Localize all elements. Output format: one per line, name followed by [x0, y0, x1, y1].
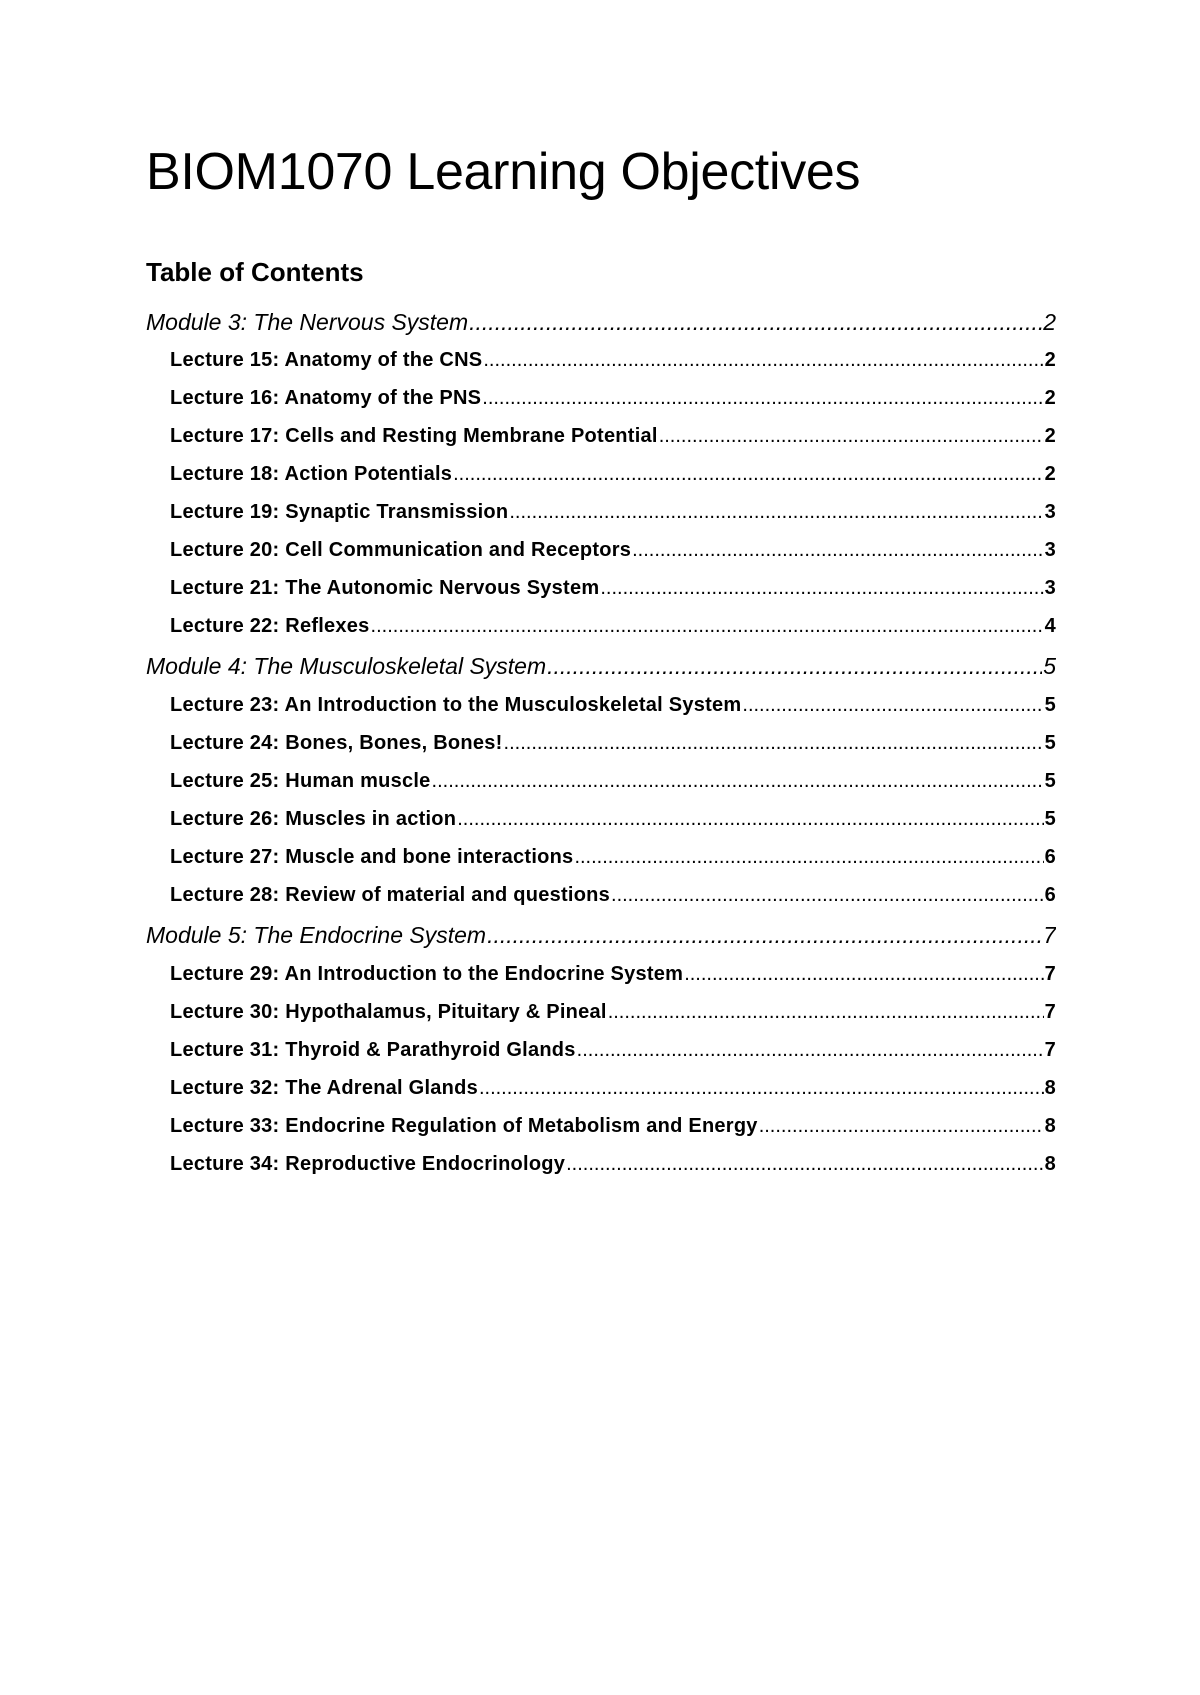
toc-page-number: 3	[1044, 539, 1056, 561]
toc-entry-title: Lecture 21: The Autonomic Nervous System	[170, 577, 600, 599]
toc-lecture-entry[interactable]	[170, 383, 1056, 413]
toc-entry-title: Lecture 15: Anatomy of the CNS	[170, 349, 483, 371]
toc-dot-leader	[504, 728, 1044, 758]
toc-dot-leader	[684, 959, 1043, 989]
toc-dot-leader	[574, 842, 1043, 872]
toc-page-number: 2	[1044, 349, 1056, 371]
toc-lecture-entry[interactable]	[170, 728, 1056, 758]
toc-lecture-entry[interactable]	[170, 959, 1056, 989]
toc-entry-title: Lecture 30: Hypothalamus, Pituitary & Pineal	[170, 1001, 607, 1023]
toc-dot-leader	[483, 345, 1043, 375]
toc-dot-leader	[547, 651, 1042, 681]
toc-entry-title: Module 5: The Endocrine System	[146, 922, 487, 948]
toc-dot-leader	[759, 1111, 1044, 1141]
toc-lecture-entry[interactable]	[170, 804, 1056, 834]
toc-lecture-entry[interactable]	[170, 611, 1056, 641]
toc-entry-title: Lecture 19: Synaptic Transmission	[170, 501, 509, 523]
toc-dot-leader	[632, 535, 1044, 565]
toc-dot-leader	[659, 421, 1044, 451]
toc-dot-leader	[469, 307, 1042, 337]
toc-lecture-entry[interactable]	[170, 690, 1056, 720]
toc-dot-leader	[742, 690, 1043, 720]
toc-lecture-entry[interactable]	[170, 497, 1056, 527]
toc-page-number: 7	[1043, 922, 1056, 948]
toc-page-number: 3	[1044, 577, 1056, 599]
toc-page-number: 4	[1044, 615, 1056, 637]
toc-page-number: 6	[1044, 846, 1056, 868]
toc-page-number: 7	[1044, 963, 1056, 985]
toc-dot-leader	[479, 1073, 1044, 1103]
toc-module-entry[interactable]	[146, 307, 1056, 337]
toc-entry-title: Module 3: The Nervous System	[146, 309, 469, 335]
toc-entry-title: Lecture 33: Endocrine Regulation of Metabolism and Energy	[170, 1115, 758, 1137]
toc-page-number: 8	[1044, 1115, 1056, 1137]
toc-entry-title: Lecture 26: Muscles in action	[170, 808, 457, 830]
toc-dot-leader	[457, 804, 1043, 834]
toc-entry-title: Lecture 24: Bones, Bones, Bones!	[170, 732, 503, 754]
toc-dot-leader	[487, 920, 1042, 950]
toc-lecture-entry[interactable]	[170, 997, 1056, 1027]
toc-page-number: 2	[1044, 463, 1056, 485]
toc-entry-title: Lecture 20: Cell Communication and Receptors	[170, 539, 632, 561]
toc-entry-title: Module 4: The Musculoskeletal System	[146, 653, 547, 679]
toc-dot-leader	[566, 1149, 1044, 1179]
toc-module-entry[interactable]	[146, 651, 1056, 681]
toc-entry-title: Lecture 23: An Introduction to the Musculoskeletal System	[170, 694, 742, 716]
toc-dot-leader	[453, 459, 1044, 489]
toc-entry-title: Lecture 17: Cells and Resting Membrane Potential	[170, 425, 658, 447]
toc-lecture-entry[interactable]	[170, 459, 1056, 489]
toc-page-number: 5	[1044, 770, 1056, 792]
toc-lecture-entry[interactable]	[170, 880, 1056, 910]
toc-lecture-entry[interactable]	[170, 766, 1056, 796]
toc-page-number: 8	[1044, 1077, 1056, 1099]
toc-page-number: 7	[1044, 1039, 1056, 1061]
toc-entry-title: Lecture 34: Reproductive Endocrinology	[170, 1153, 566, 1175]
toc-page-number: 7	[1044, 1001, 1056, 1023]
toc-entry-title: Lecture 28: Review of material and questions	[170, 884, 611, 906]
toc-lecture-entry[interactable]	[170, 421, 1056, 451]
document-title: BIOM1070 Learning Objectives	[146, 143, 861, 201]
toc-dot-leader	[611, 880, 1044, 910]
toc-lecture-entry[interactable]	[170, 842, 1056, 872]
toc-entry-title: Lecture 29: An Introduction to the Endocrine System	[170, 963, 684, 985]
toc-entry-title: Lecture 18: Action Potentials	[170, 463, 453, 485]
toc-dot-leader	[600, 573, 1043, 603]
toc-dot-leader	[371, 611, 1044, 641]
toc-page-number: 5	[1043, 653, 1056, 679]
toc-dot-leader	[577, 1035, 1044, 1065]
toc-page-number: 5	[1044, 694, 1056, 716]
toc-lecture-entry[interactable]	[170, 573, 1056, 603]
toc-entry-title: Lecture 22: Reflexes	[170, 615, 370, 637]
toc-page-number: 2	[1043, 309, 1056, 335]
toc-dot-leader	[432, 766, 1044, 796]
toc-page-number: 3	[1044, 501, 1056, 523]
toc-lecture-entry[interactable]	[170, 345, 1056, 375]
toc-page-number: 6	[1044, 884, 1056, 906]
toc-entry-title: Lecture 27: Muscle and bone interactions	[170, 846, 574, 868]
toc-lecture-entry[interactable]	[170, 1035, 1056, 1065]
toc-lecture-entry[interactable]	[170, 1111, 1056, 1141]
toc-page-number: 5	[1044, 732, 1056, 754]
toc-lecture-entry[interactable]	[170, 1149, 1056, 1179]
toc-page-number: 2	[1044, 387, 1056, 409]
toc-lecture-entry[interactable]	[170, 535, 1056, 565]
toc-entry-title: Lecture 16: Anatomy of the PNS	[170, 387, 482, 409]
toc-module-entry[interactable]	[146, 920, 1056, 950]
toc-page-number: 2	[1044, 425, 1056, 447]
toc-heading: Table of Contents	[146, 257, 364, 287]
toc-entry-title: Lecture 31: Thyroid & Parathyroid Glands	[170, 1039, 576, 1061]
toc-lecture-entry[interactable]	[170, 1073, 1056, 1103]
toc-entry-title: Lecture 32: The Adrenal Glands	[170, 1077, 478, 1099]
toc-dot-leader	[482, 383, 1043, 413]
toc-entry-title: Lecture 25: Human muscle	[170, 770, 431, 792]
toc-dot-leader	[509, 497, 1043, 527]
toc-dot-leader	[608, 997, 1044, 1027]
toc-page-number: 8	[1044, 1153, 1056, 1175]
toc-page-number: 5	[1044, 808, 1056, 830]
